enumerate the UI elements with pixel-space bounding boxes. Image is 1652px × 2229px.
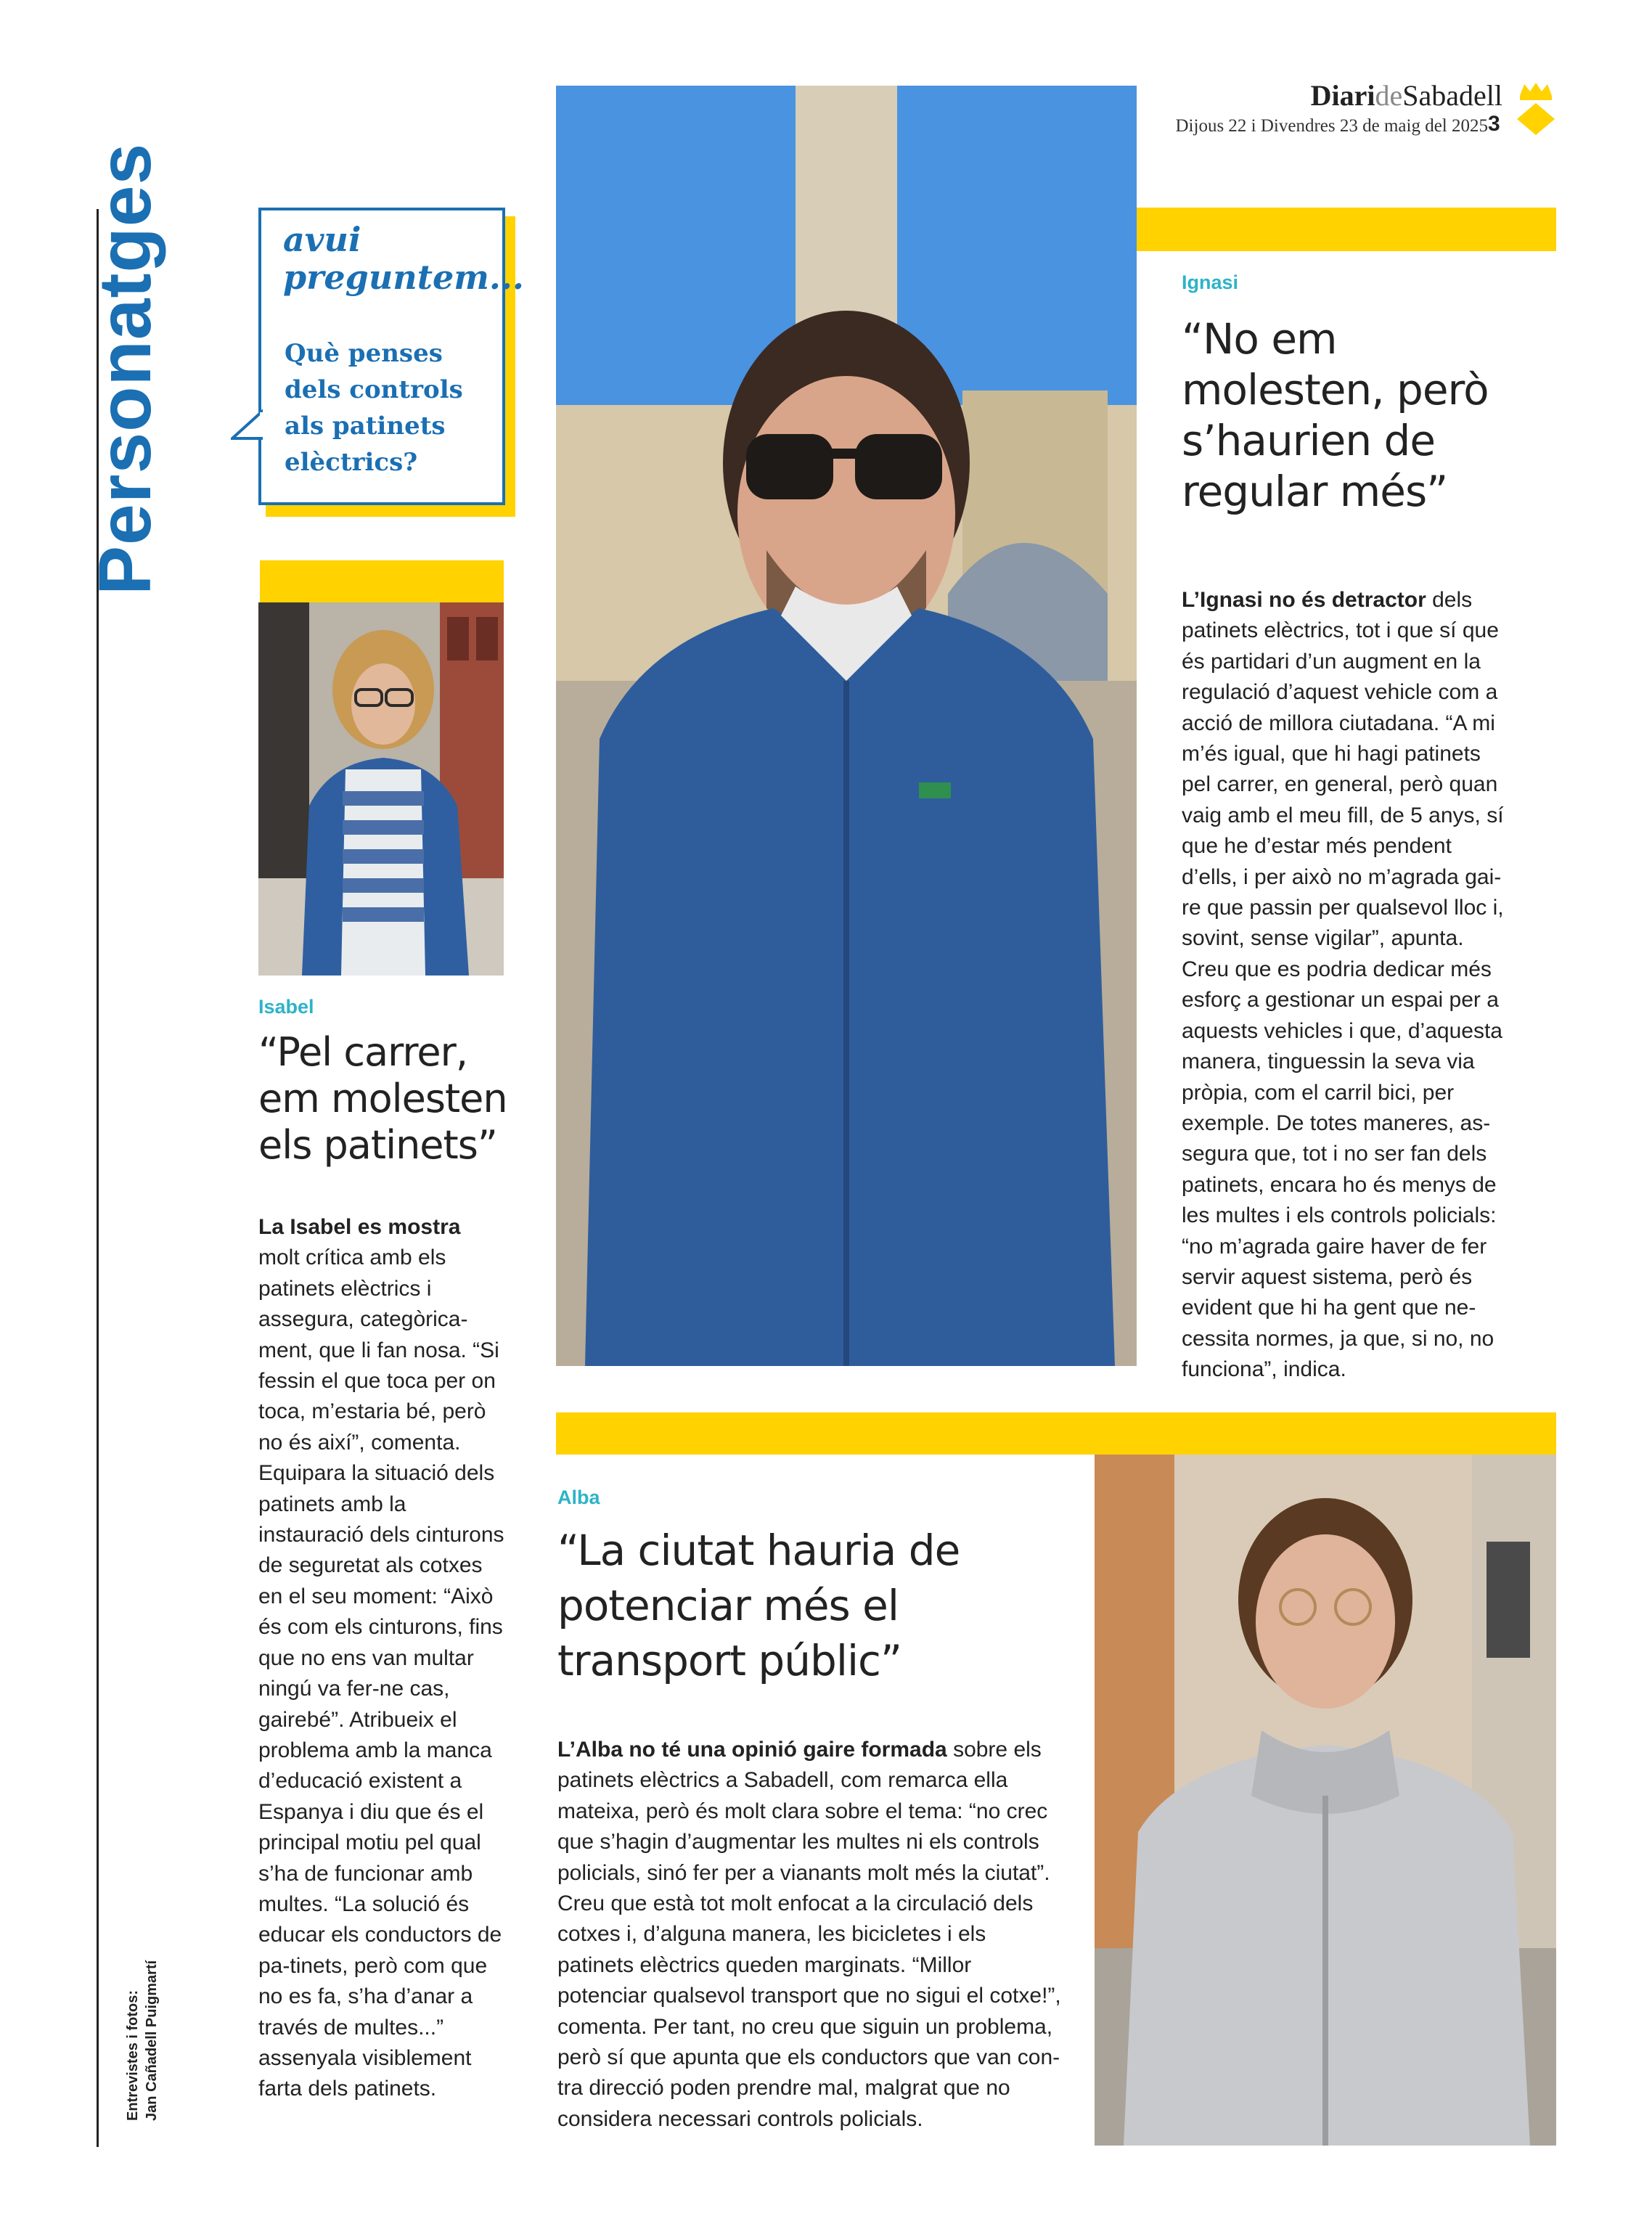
masthead-title: DiarideSabadell (1310, 79, 1502, 112)
page-number: 3 (1488, 112, 1500, 136)
ignasi-body: L’Ignasi no és detractor dels patinets elèctrics, tot i que sí que és partidari d’un augment en la regulació d’aquest vehicle com a acció de millora ciutadana. “A mi m’és igual, que hi hagi patinets pel carrer, en general, però quan vaig amb el meu fill, de 5 anys, sí que he d’estar més pendent d’ells, i per això no m’agrada gai-re que passin per qualsevol lloc i, sovint, sense vigilar”, apunta. Creu que es podria dedicar més esforç a gestionar un espai per a aquests vehicles i que, d’aquesta manera, tinguessin la seva via pròpia, com el carril bici, per exemple. De totes maneres, as-segura que, tot i no ser fan dels patinets, encara ho és menys de les multes i els controls policials: “no m’agrada gaire haver de fer servir aquest sistema, però és evident que hi ha gent que ne-cessita normes, ja que, si no, no funciona”, indica. (1182, 588, 1504, 1382)
section-label: Personatges (83, 142, 166, 595)
crest-icon (1516, 81, 1556, 136)
isabel-quote: “Pel carrer, em molesten els patinets” (258, 1029, 507, 1168)
photo-credit: Entrevistes i fotos: Jan Cañadell Puigmartí (125, 1960, 160, 2121)
alba-bar (556, 1412, 1556, 1455)
ignasi-photo (556, 86, 1137, 1366)
question-intro: avui preguntem... (283, 220, 524, 297)
ignasi-quote: “No em molesten, però s’haurien de regular més” (1182, 314, 1489, 516)
ignasi-name: Ignasi (1182, 271, 1239, 293)
isabel-bar (260, 560, 504, 602)
ignasi-bar (1137, 208, 1556, 251)
alba-name: Alba (557, 1486, 600, 1508)
issue-date: Dijous 22 i Divendres 23 de maig del 2025 (1175, 116, 1488, 136)
isabel-photo (258, 602, 504, 976)
alba-quote: “La ciutat hauria de potenciar més el transport públic” (557, 1526, 960, 1685)
alba-photo (1095, 1455, 1556, 2146)
isabel-name: Isabel (258, 996, 314, 1018)
isabel-body: La Isabel es mostra molt crítica amb els patinets elèctrics i assegura, categòrica-ment, que li fan nosa. “Si fessin el que toca per on toca, m’estaria bé, però no és així”, comenta. Equipara la situació dels patinets amb la instauració dels cinturons de seguretat als cotxes en el seu moment: “Això és com els cinturons, fins que no ens van multar ningú va fer-ne cas, gairebé”. Atribueix el problema amb la manca d’educació existent a Espanya i diu que és el principal motiu pel qual s’ha de funcionar amb multes. “La solució és educar els conductors de pa-tinets, però com que no es fa, s’ha d’anar a través de multes...” assenyala visiblement farta dels patinets. (258, 1215, 504, 2101)
alba-body: L’Alba no té una opinió gaire formada sobre els patinets elèctrics a Sabadell, com remarca ella mateixa, però és molt clara sobre el tema: “no crec que s’hagin d’augmentar les multes ni els controls policials, sinó fer per a vianants molt més la ciutat”. Creu que està tot molt enfocat a la circulació dels cotxes i, d’alguna manera, les bicicletes i els patinets elèctrics queden marginats. “Millor potenciar qualsevol transport que no sigui el cotxe!”, comenta. Per tant, no creu que siguin un problema, però sí que apunta que els conductors que van con-tra direcció poden prendre mal, malgrat que no considera necessari controls policials. (557, 1738, 1061, 2131)
question-text: Què penses dels controls als patinets elèctrics? (285, 339, 463, 477)
